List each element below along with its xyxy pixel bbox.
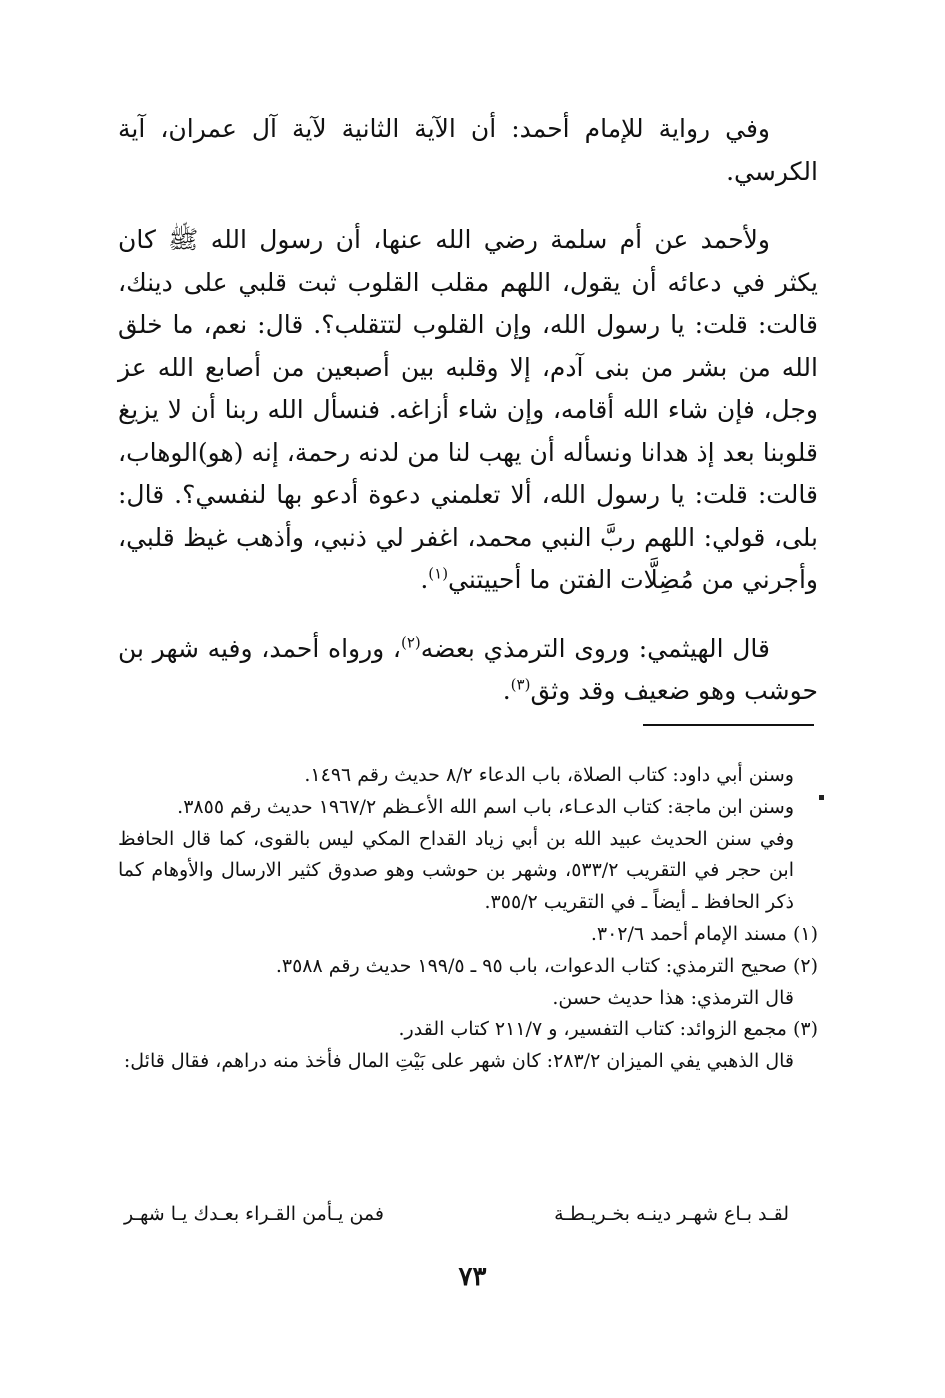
- footnote-2: (٢) صحيح الترمذي: كتاب الدعوات، باب ٩٥ ـ ١٩٩/٥ حديث رقم ٣٥٨٨.: [275, 954, 818, 977]
- footnote-1: (١) مسند الإمام أحمد ٣٠٢/٦.: [590, 922, 818, 945]
- page-number: ٧٣: [458, 1262, 487, 1292]
- footnote-continued-3: وفي سنن الحديث عبيد الله بن أبي زياد القداح المكي ليس بالقوى، كما قال الحافظ ابن حجر في التقريب ٥٣٣/٢، وشهر بن حوشب وهو صدوق كثير الارسال والأوهام كما ذكر الحافظ ـ أيضاً ـ في التقريب ٣٥٥/٢.: [118, 827, 794, 914]
- paragraph-2: ولأحمد عن أم سلمة رضي الله عنها، أن رسول الله ﷺ كان يكثر في دعائه أن يقول، اللهم مقلب القلوب ثبت قلبي على دينك، قالت: قلت: يا رسول الله، وإن القلوب لتتقلب؟. قال: نعم، ما خلق الله من بشر من بنى آدم، إلا وقلبه بين أصبعين من أصابع الله عز وجل، فإن شاء الله أقامه، وإن شاء أزاغه. فنسأل الله ربنا أن لا يزيغ قلوبنا بعد إذ هدانا ونسأله أن يهب لنا من لدنه رحمة، إنه (هو)الوهاب، قالت: قلت: يا رسول الله، ألا تعلمني دعوة أدعو بها لنفسي؟. قال: بلى، قولي: اللهم ربَّ النبي محمد، اغفر لي ذنبي، وأذهب غيظ قلبي، وأجرني من مُضِلَّات الفتن ما أحييتني$^{(١)}$.: [118, 225, 818, 594]
- footnote-continued-1: وسنن أبي داود: كتاب الصلاة، باب الدعاء ٨/٢ حديث رقم ١٤٩٦.: [304, 764, 794, 786]
- poem-hemistich-2: فمن يـأمن القـراء بعـدك يـا شهـر: [124, 1203, 384, 1225]
- footnote-ref-2: (٢): [401, 633, 421, 652]
- footnote-ref-1: (١): [428, 564, 449, 583]
- poem-hemistich-1: لقـد بـاع شهـر دينـه بخـريـطـة: [554, 1203, 789, 1225]
- footnotes: [118, 760, 818, 1078]
- paragraph-2-text: ولأحمد عن أم سلمة رضي الله عنها، أن رسول الله ﷺ كان يكثر في دعائه أن يقول، اللهم مقلب القلوب ثبت قلبي على دينك، قالت: قلت: يا رسول الله، وإن القلوب لتتقلب؟. قال: نعم، ما خلق الله من بشر من بنى آدم، إلا وقلبه بين أصبعين من أصابع الله عز وجل، فإن شاء الله أقامه، وإن شاء أزاغه. فنسأل الله ربنا أن لا يزيغ قلوبنا بعد إذ هدانا ونسأله أن يهب لنا من لدنه رحمة، إنه (هو)الوهاب، قالت: قلت: يا رسول الله، ألا تعلمني دعوة أدعو بها لنفسي؟. قال: بلى، قولي: اللهم ربَّ النبي محمد، اغفر لي ذنبي، وأذهب غيظ قلبي، وأجرني من مُضِلَّات الفتن ما أحييتني: [118, 225, 818, 594]
- footnote-separator: [643, 724, 814, 726]
- bullet-marker: [819, 795, 824, 800]
- paragraph-1: وفي رواية للإمام أحمد: أن الآية الثانية لآية آل عمران، آية الكرسي.: [118, 114, 818, 186]
- paragraph-3: قال الهيثمي: وروى الترمذي بعضه$^{(٢)}$، ورواه أحمد، وفيه شهر بن حوشب وهو ضعيف وقد وثق$^{(٣)}$.: [118, 633, 818, 705]
- paragraph-3-text-a: قال الهيثمي: وروى الترمذي بعضه: [420, 633, 770, 663]
- footnote-2-note: قال الترمذي: هذا حديث حسن.: [552, 986, 794, 1009]
- poem-verse: [118, 1198, 813, 1230]
- main-text: [118, 108, 818, 713]
- footnote-ref-3: (٣): [510, 675, 531, 694]
- footnote-continued-2: وسنن ابن ماجة: كتاب الدعـاء، باب اسم الله الأعـظم ١٩٦٧/٢ حديث رقم ٣٨٥٥.: [177, 795, 794, 818]
- paragraph-3-text-b: ، ورواه أحمد، وفيه شهر بن حوشب وهو ضعيف وقد وثق: [118, 633, 818, 705]
- footnote-3-note: قال الذهبي يفي الميزان ٢٨٣/٢: كان شهر على بَيْتِ المال فأخذ منه دراهم، فقال قائل:: [123, 1050, 794, 1073]
- footnote-3: (٣) مجمع الزوائد: كتاب التفسير، و ٢١١/٧ كتاب القدر.: [398, 1018, 818, 1041]
